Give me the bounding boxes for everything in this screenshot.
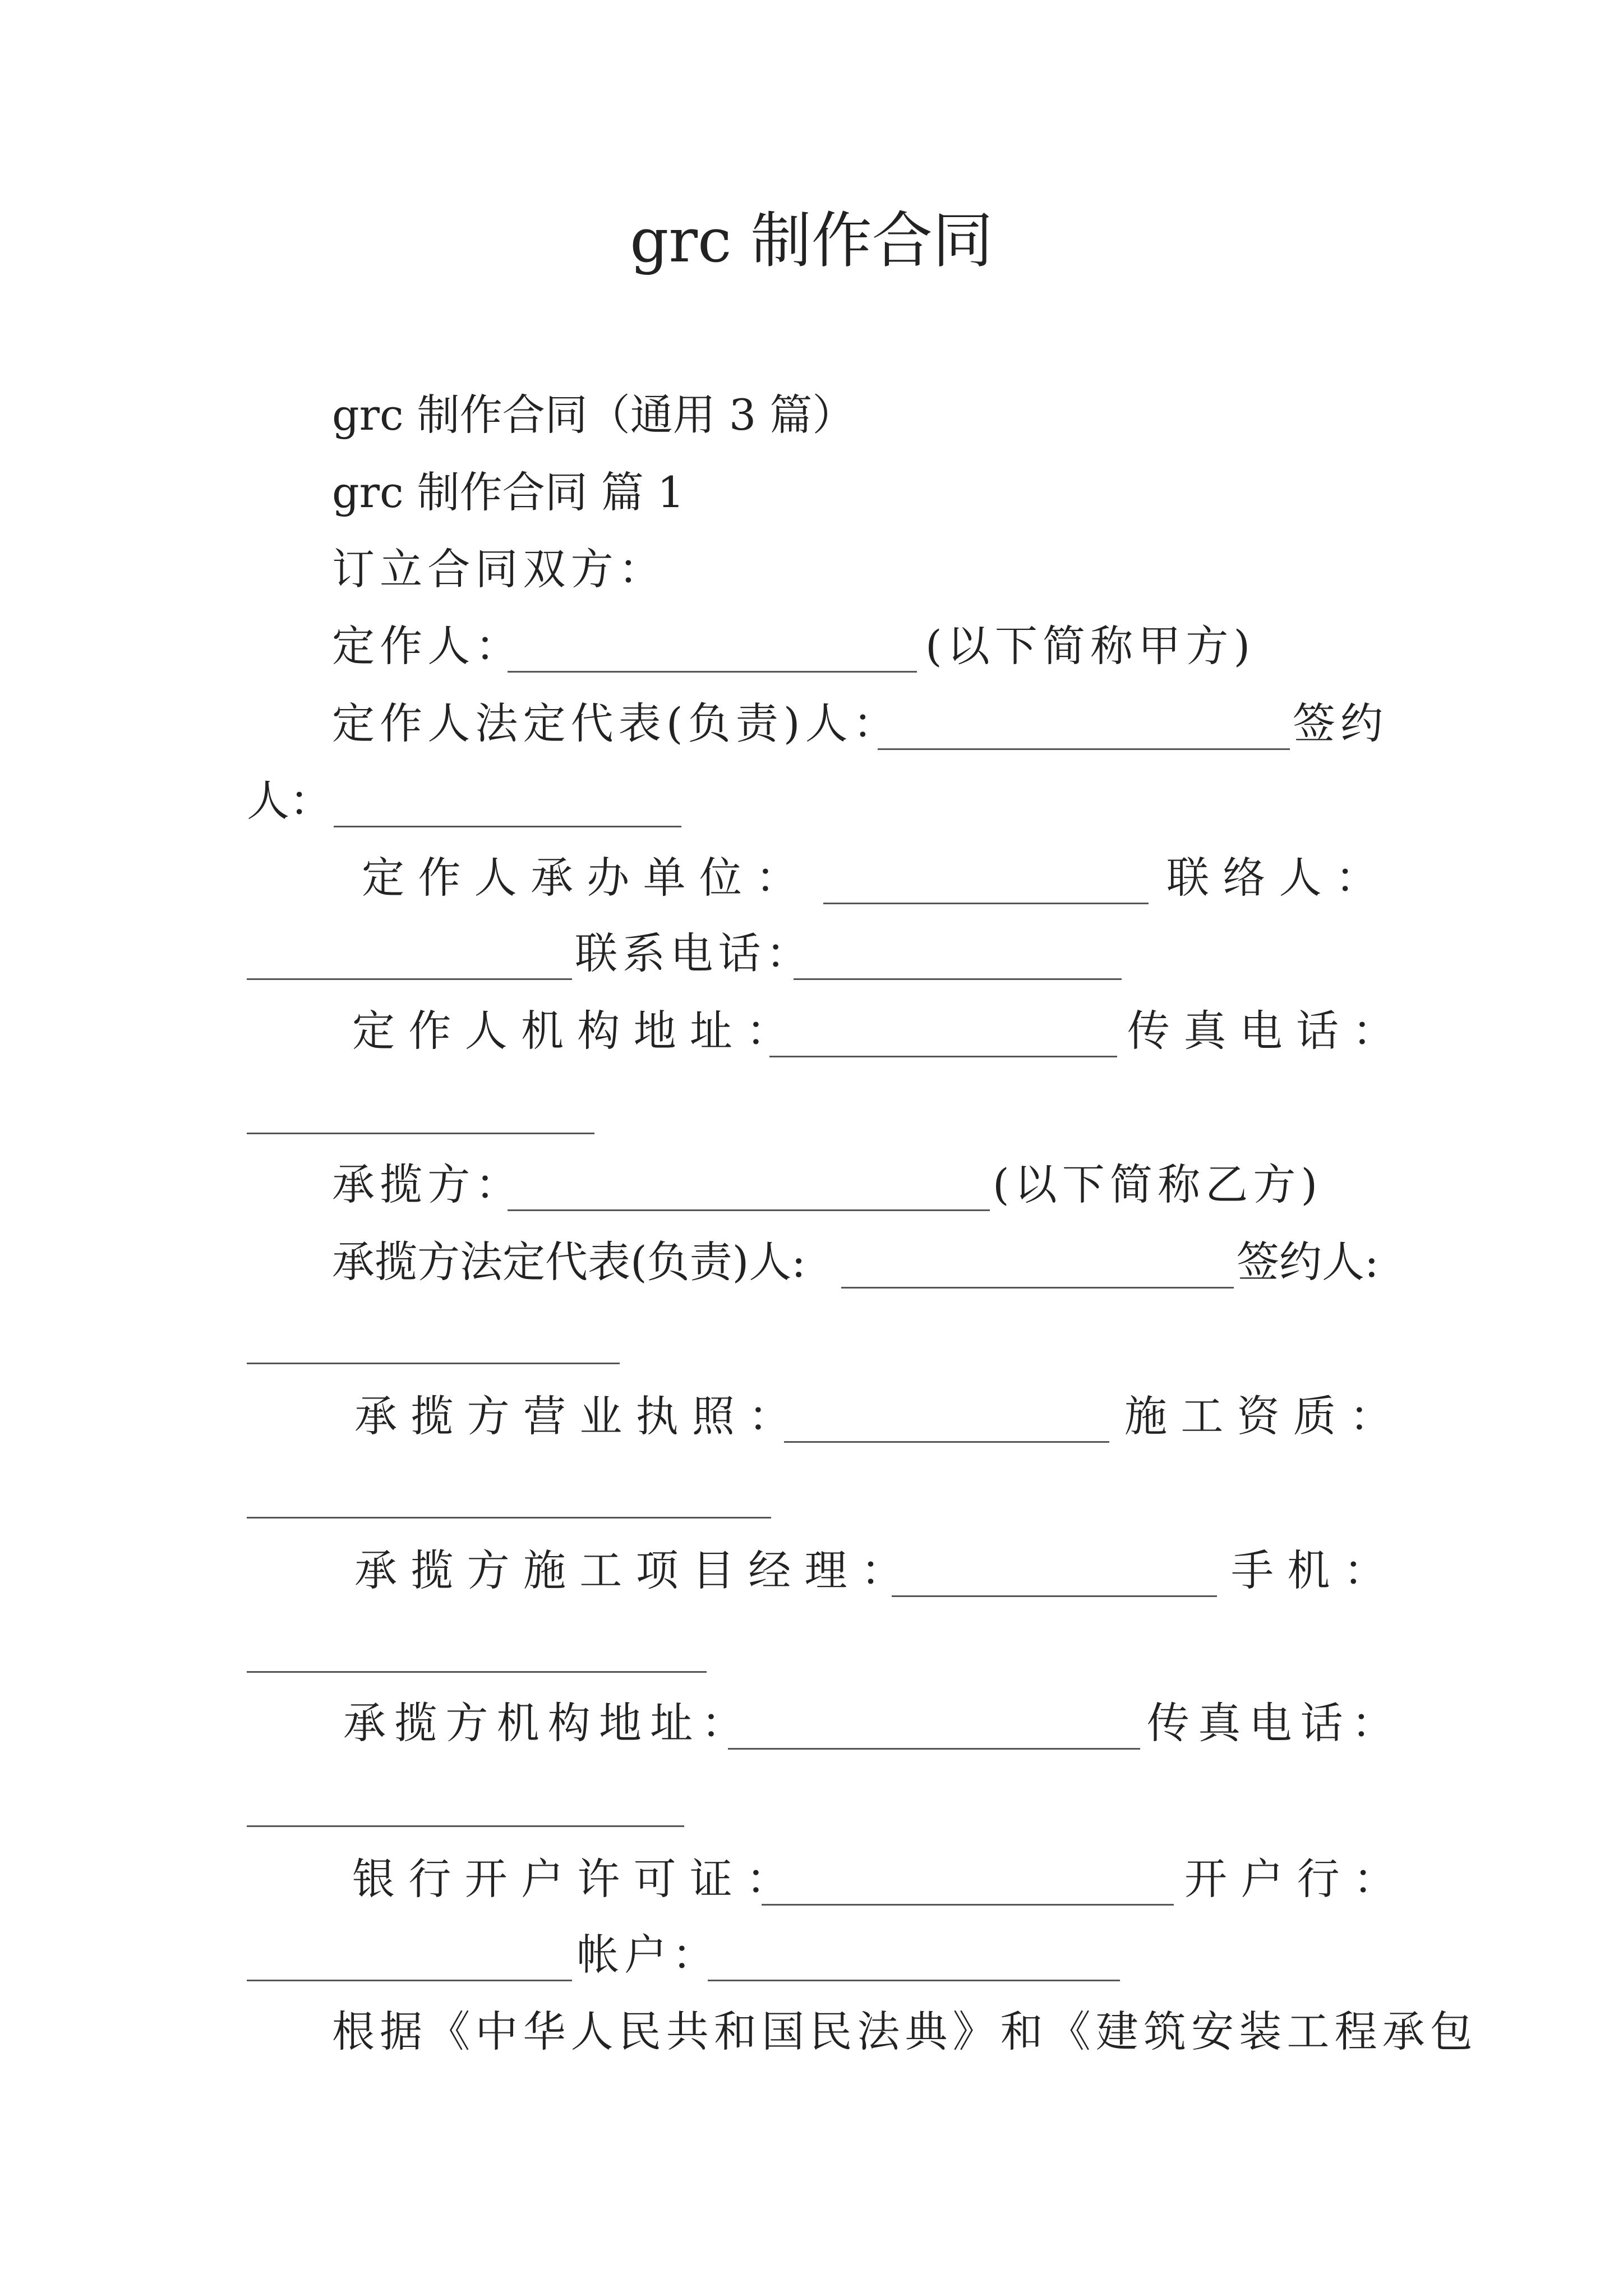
- client-contact-line: [0, 920, 1623, 987]
- chapter-line: [0, 459, 1623, 526]
- bank-permit-label: 银行开户许可证：: [352, 1854, 803, 1904]
- client-phone-label: 联系电话：: [575, 928, 814, 978]
- client-contact-label: 联络人：: [1166, 853, 1392, 903]
- bank-permit-blank[interactable]: [762, 1904, 1174, 1906]
- doc-subtitle-line: [0, 381, 1623, 449]
- contractor-fax-label: 传真电话：: [1147, 1698, 1403, 1748]
- client-fax-line: [0, 1074, 1623, 1142]
- client-signer-blank[interactable]: [334, 826, 681, 827]
- contractor-license-line: [0, 1383, 1623, 1450]
- contractor-signer-blank[interactable]: [247, 1363, 620, 1364]
- client-fax-blank[interactable]: [247, 1133, 594, 1134]
- contractor-address-blank[interactable]: [728, 1748, 1140, 1750]
- party-a-note: (以下简称甲方): [925, 621, 1256, 671]
- client-unit-label: 定作人承办单位：: [362, 853, 812, 903]
- client-label: 定作人：: [332, 621, 523, 671]
- client-line: [0, 613, 1623, 680]
- business-license-label: 承揽方营业执照：: [354, 1391, 805, 1441]
- client-phone-blank[interactable]: [794, 978, 1122, 980]
- client-rep-blank[interactable]: [878, 748, 1290, 750]
- mobile-blank-line: [0, 1613, 1623, 1680]
- parties-intro: 订立合同双方：: [332, 544, 666, 594]
- contractor-address-line: [0, 1690, 1623, 1757]
- client-address-blank[interactable]: [769, 1056, 1117, 1057]
- chapter-heading: grc 制作合同 篇 1: [332, 467, 685, 517]
- party-b-note: (以下简称乙方): [993, 1159, 1323, 1209]
- basis-text: 根据《中华人民共和国民法典》和《建筑安装工程承包: [332, 2007, 1478, 2056]
- project-manager-label: 承揽方施工项目经理：: [354, 1545, 917, 1595]
- client-unit-blank[interactable]: [823, 903, 1149, 904]
- project-manager-line: [0, 1537, 1623, 1604]
- contractor-name-blank[interactable]: [508, 1209, 990, 1211]
- qualification-label: 施工资质：: [1124, 1391, 1406, 1441]
- contractor-signer-label: 签约人:: [1237, 1237, 1379, 1287]
- project-manager-blank[interactable]: [892, 1595, 1217, 1597]
- bank-permit-line: [0, 1846, 1623, 1913]
- parties-intro-line: [0, 536, 1623, 603]
- contractor-label: 承揽方：: [332, 1159, 523, 1209]
- contractor-fax-blank[interactable]: [247, 1825, 684, 1827]
- signer-label-end: 人：: [247, 776, 332, 826]
- business-license-blank[interactable]: [784, 1441, 1109, 1443]
- account-blank[interactable]: [708, 1980, 1120, 1981]
- client-unit-line: [0, 844, 1623, 912]
- contractor-rep-label: 承揽方法定代表(负责)人:: [332, 1237, 806, 1287]
- bank-blank[interactable]: [247, 1980, 572, 1981]
- signer-label-start: 签约: [1293, 698, 1389, 748]
- client-name-blank[interactable]: [508, 671, 917, 673]
- qualification-blank[interactable]: [247, 1517, 771, 1519]
- bank-account-line: [0, 1921, 1623, 1989]
- qualification-blank-line: [0, 1458, 1623, 1526]
- bank-label: 开户行：: [1184, 1854, 1410, 1904]
- client-address-line: [0, 997, 1623, 1065]
- account-label: 帐户：: [577, 1930, 720, 1980]
- client-rep-label: 定作人法定代表(负责)人：: [332, 698, 901, 748]
- contractor-rep-blank[interactable]: [841, 1287, 1234, 1289]
- doc-subtitle: grc 制作合同（通用 3 篇）: [332, 390, 855, 440]
- basis-line: [0, 1998, 1623, 2065]
- client-address-label: 定作人机构地址：: [352, 1006, 803, 1056]
- mobile-label: 手机：: [1231, 1545, 1400, 1595]
- page-title: grc 制作合同: [630, 206, 993, 276]
- client-contact-blank[interactable]: [247, 978, 572, 980]
- contractor-fax-line: [0, 1767, 1623, 1834]
- mobile-blank[interactable]: [247, 1671, 707, 1673]
- client-signer-line: [0, 767, 1623, 835]
- client-fax-label: 传真电话：: [1127, 1006, 1409, 1056]
- contractor-rep-line: [0, 1228, 1623, 1296]
- contractor-address-label: 承揽方机构地址：: [343, 1698, 753, 1748]
- contractor-signer-line: [0, 1304, 1623, 1372]
- client-rep-line: [0, 690, 1623, 757]
- contractor-line: [0, 1151, 1623, 1218]
